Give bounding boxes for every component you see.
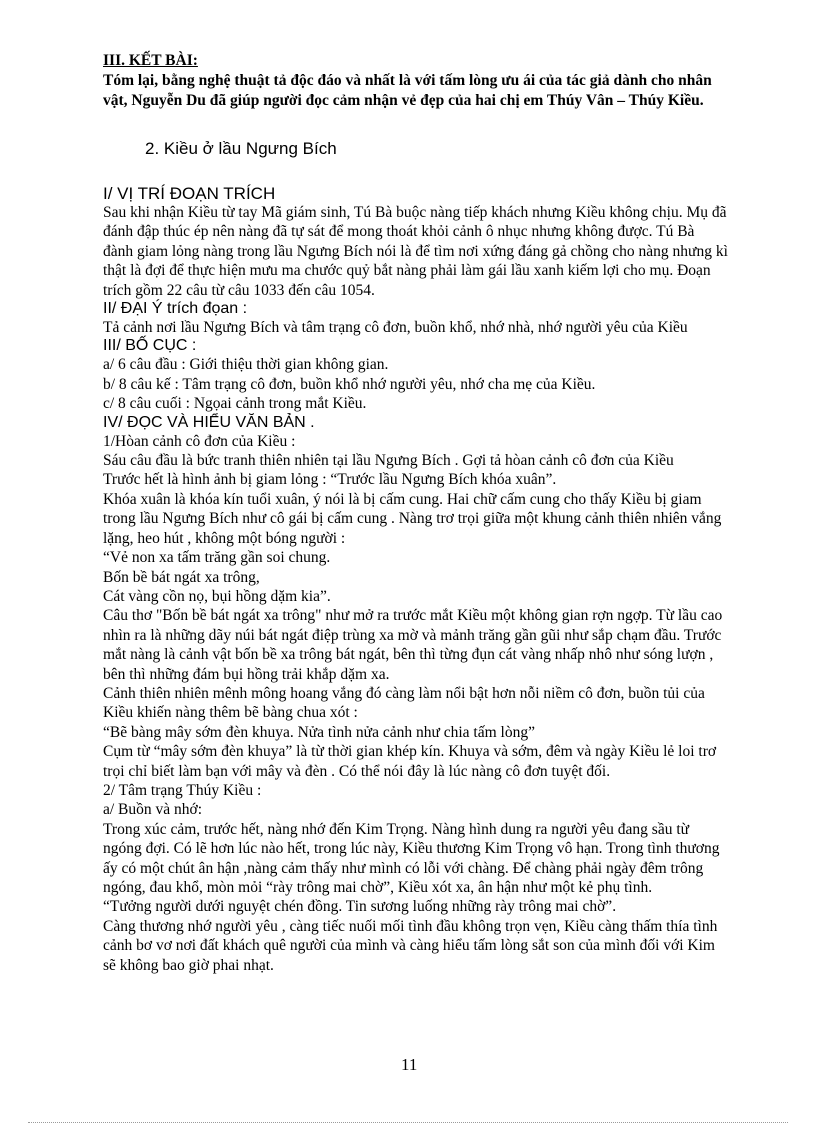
bo-cuc-item: a/ 6 câu đầu : Giới thiệu thời gian không gian. xyxy=(103,356,389,374)
ket-bai-heading: III. KẾT BÀI: xyxy=(103,52,198,69)
subheading: a/ Buồn và nhớ: xyxy=(103,801,203,819)
paragraph: Khóa xuân là khóa kín tuổi xuân, ý nói là bị cấm cung. Hai chữ cấm cung cho thấy Kiều bị giam trong lầu Ngưng Bích như cô gái bị cấm cung . Nàng trơ trọi giữa một khung cảnh thiên nhiên vắng lặng, heo hút , không một bóng người : xyxy=(103,490,722,547)
verse-line: “Vẻ non xa tấm trăng gần soi chung. xyxy=(103,549,331,567)
paragraph: Sáu câu đầu là bức tranh thiên nhiên tại lầu Ngưng Bích . Gợi tả hòan cảnh cô đơn của Kiều xyxy=(103,452,674,470)
bo-cuc-item: b/ 8 câu kế : Tâm trạng cô đơn, buồn khổ nhớ người yêu, nhớ cha mẹ của Kiều. xyxy=(103,375,596,393)
vi-tri-heading: I/ VỊ TRÍ ĐOẠN TRÍCH xyxy=(103,184,276,203)
vi-tri-text: Sau khi nhận Kiều từ tay Mã giám sinh, Tú Bà buộc nàng tiếp khách nhưng Kiều không chịu. Mụ đã đánh đập thúc ép nên nàng đã tự sát để mong thoát khỏi cảnh ô nhục nhưng không được. Tú Bà đành giam lỏng nàng trong lầu Ngưng Bích nói là để tìm nơi xứng đáng gả chồng cho nàng nhưng kì thật là đợi để thực hiện mưu ma chước quỷ bắt nàng phải làm gái lầu xanh kiếm lợi cho mụ. Đoạn trích gồm 22 câu từ câu 1033 đến câu 1054. xyxy=(103,204,728,299)
paragraph: Trước hết là hình ảnh bị giam lỏng : “Trước lầu Ngưng Bích khóa xuân”. xyxy=(103,471,557,489)
verse-line: Cát vàng cồn nọ, bụi hồng dặm kia”. xyxy=(103,587,331,605)
paragraph: Cảnh thiên nhiên mênh mông hoang vắng đó càng làm nổi bật hơn nỗi niềm cô đơn, buồn tủi của Kiều khiến nàng thêm bẽ bàng chua xót : xyxy=(103,684,705,722)
bo-cuc-item: c/ 8 câu cuối : Ngọai cảnh trong mắt Kiều. xyxy=(103,395,367,413)
paragraph: Càng thương nhớ người yêu , càng tiếc nuối mối tình đầu không trọn vẹn, Kiều càng thấm thía tình cảnh bơ vơ nơi đất khách quê người của mình và càng hiểu tấm lòng sắt son của mình đối với Kim sẽ không bao giờ phai nhạt. xyxy=(103,917,718,974)
bo-cuc-heading: III/ BỐ CỤC : xyxy=(103,337,197,355)
paragraph: Câu thơ "Bốn bề bát ngát xa trông" như mở ra trước mắt Kiều một không gian rợn ngợp. Từ lầu cao nhìn ra là những dãy núi bát ngát điệp trùng xa mờ và mảnh trăng gần gũi như sắp chạm đầu. Trước mắt nàng là cảnh vật bốn bề xa trông bát ngát, bên thì từng đụn cát vàng nhấp nhô như sóng lượn , bên thì những đám bụi hồng trải khắp dặm xa. xyxy=(103,607,723,683)
verse-line: “Tưởng người dưới nguyệt chén đồng. Tin sương luống những rày trông mai chờ”. xyxy=(103,898,617,916)
dai-y-heading: II/ ĐẠI Ý trích đọan : xyxy=(103,300,248,318)
ket-bai-text: Tóm lại, bằng nghệ thuật tả độc đáo và nhất là với tấm lòng ưu ái của tác giả dành cho nhân vật, Nguyễn Du đã giúp người đọc cảm nhận vẻ đẹp của hai chị em Thúy Vân – Thúy Kiều. xyxy=(103,72,712,109)
page-number: 11 xyxy=(401,1055,418,1074)
doc-hieu-heading: IV/ ĐỌC VÀ HIỂU VĂN BẢN . xyxy=(103,413,315,431)
subheading: 1/Hòan cảnh cô đơn của Kiều : xyxy=(103,432,296,450)
dai-y-text: Tả cảnh nơi lầu Ngưng Bích và tâm trạng cô đơn, buồn khổ, nhớ nhà, nhớ người yêu của Kiều xyxy=(103,319,688,337)
page-content xyxy=(103,50,728,975)
subheading: 2/ Tâm trạng Thúy Kiều : xyxy=(103,781,262,799)
verse-line: Bốn bề bát ngát xa trông, xyxy=(103,568,260,586)
paragraph: Trong xúc cảm, trước hết, nàng nhớ đến Kim Trọng. Nàng hình dung ra người yêu đang sầu từ ngóng đợi. Có lẽ hơn lúc nào hết, trong lúc này, Kiều thương Kim Trọng vô hạn. Trong tình thương ấy có một chút ân hận ,nàng cảm thấy như mình có lỗi với chàng. Để chàng phải ngày đêm trông ngóng, đau khổ, mòn mỏi “rày trông mai chờ”, Kiều xót xa, ân hận như một kẻ phụ tình. xyxy=(103,820,720,896)
section-title: 2. Kiều ở lầu Ngưng Bích xyxy=(145,139,337,158)
verse-line: “Bẽ bàng mây sớm đèn khuya. Nửa tình nửa cảnh như chia tấm lòng” xyxy=(103,723,535,741)
paragraph: Cụm từ “mây sớm đèn khuya” là từ thời gian khép kín. Khuya và sớm, đêm và ngày Kiều lẻ loi trơ trọi chỉ biết làm bạn với mây và đèn . Có thể nói đây là lúc nàng cô đơn tuyệt đối. xyxy=(103,743,717,780)
